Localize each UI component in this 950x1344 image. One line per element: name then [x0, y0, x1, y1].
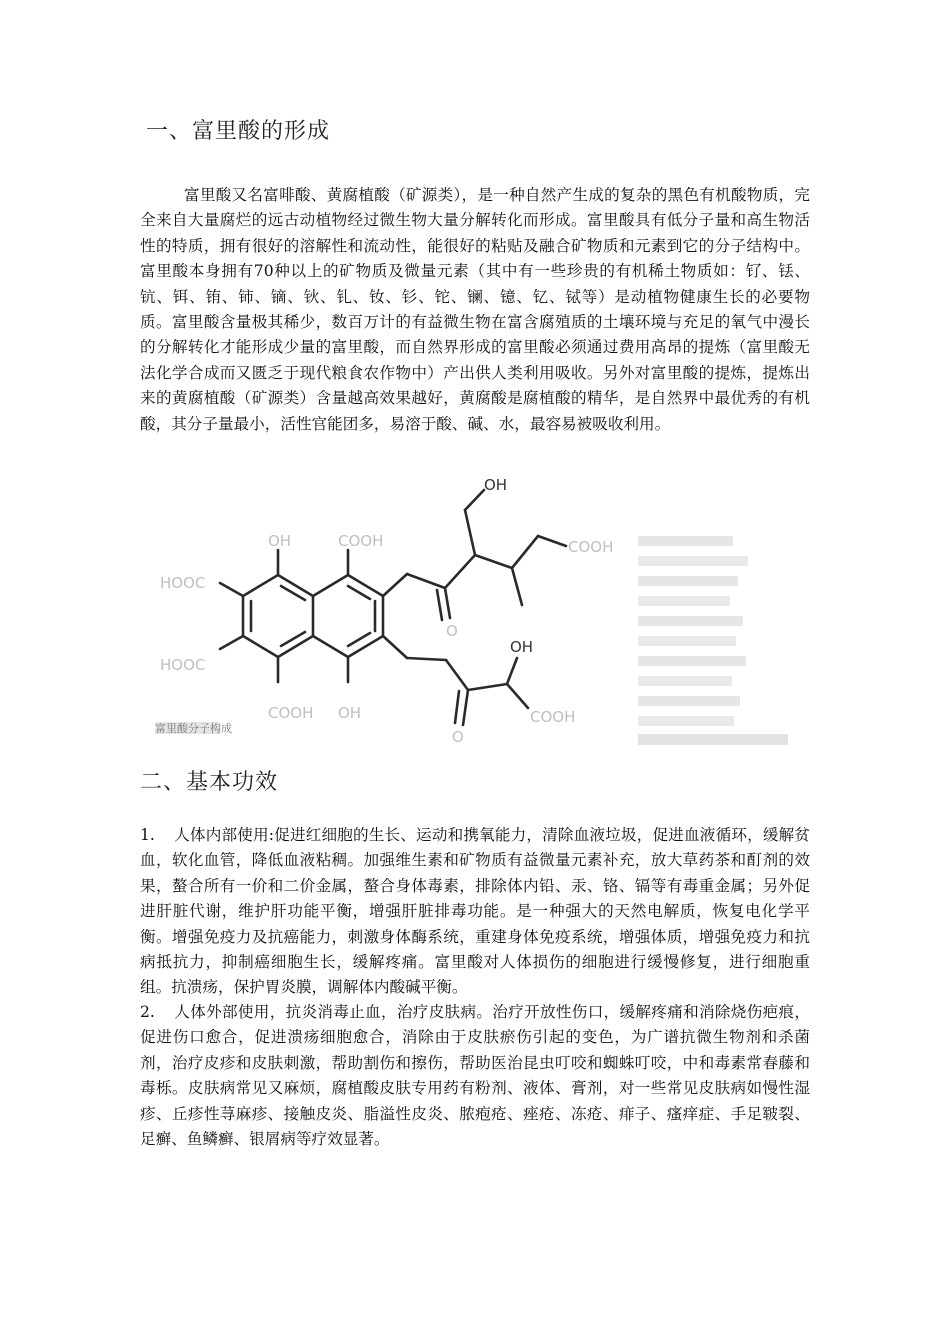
- label-oh-chain: OH: [484, 476, 508, 494]
- formation-paragraph: 富里酸又名富啡酸、黄腐植酸（矿源类），是一种自然产生成的复杂的黑色有机酸物质，完全来自大量腐烂的远古动植物经过微生物大量分解转化而形成。富里酸具有低分子量和高生物活性的特质，拥有很好的溶解性和流动性，能很好的粘贴及融合矿物质和元素到它的分子结构中。富里酸本身拥有70种以上的矿物质及微量元素（其中有一些珍贵的有机稀土物质如：钌、铥、钪、铒、铕、铈、镝、钬、钆、钕、钐、铊、镧、镱、钇、铽等）是动植物健康生长的必要物质。富里酸含量极其稀少，数百万计的有益微生物在富含腐殖质的土壤环境与充足的氧气中漫长的分解转化才能形成少量的富里酸，而自然界形成的富里酸必须通过费用高昂的提炼（富里酸无法化学合成而又匮乏于现代粮食农作物中）产出供人类利用吸收。另外对富里酸的提炼，提炼出来的黄腐植酸（矿源类）含量越高效果越好，黄腐酸是腐植酸的精华，是自然界中最优秀的有机酸，其分子量最小，活性官能团多，易溶于酸、碱、水，最容易被吸收利用。: [140, 186, 810, 433]
- function-item-1: [140, 823, 810, 1001]
- section-heading-formation: 一、富里酸的形成: [146, 119, 331, 144]
- label-o-mid: O: [446, 622, 458, 640]
- fulvic-acid-structure-diagram: [150, 470, 800, 750]
- label-oh-right: OH: [510, 638, 534, 656]
- function-item-2: [140, 1000, 810, 1152]
- label-cooh-low: COOH: [530, 708, 576, 726]
- item-text: 人体外部使用，抗炎消毒止血，治疗皮肤病。治疗开放性伤口，缓解疼痛和消除烧伤疤痕，促进伤口愈合，促进溃疡细胞愈合，消除由于皮肤瘀伤引起的变色，为广谱抗微生物剂和杀菌剂，治疗皮疹和皮肤刺激，帮助割伤和擦伤，帮助医治昆虫叮咬和蜘蛛叮咬，中和毒素常春藤和毒栎。皮肤病常见又麻烦，腐植酸皮肤专用药有粉剂、液体、膏剂，对一些常见皮肤病如慢性湿疹、丘疹性荨麻疹、接触皮炎、脂溢性皮炎、脓疱疮、痤疮、冻疮、痱子、瘙痒症、手足皲裂、足癣、鱼鳞癣、银屑病等疗效显著。: [140, 1003, 810, 1149]
- label-o-low: O: [452, 728, 464, 746]
- molecular-structure-figure: [150, 470, 800, 750]
- label-cooh-top: COOH: [338, 532, 384, 550]
- label-oh-bottom: OH: [338, 704, 362, 722]
- label-cooh-bottom: COOH: [268, 704, 314, 722]
- structure-bonds: [220, 490, 566, 725]
- blurred-legend-block: [638, 536, 788, 745]
- item-text: 人体内部使用:促进红细胞的生长、运动和携氧能力，清除血液垃圾，促进血液循环，缓解贫血，软化血管，降低血液粘稠。加强维生素和矿物质有益微量元素补充，放大草药茶和酊剂的效果，螯合所有一价和二价金属，螯合身体毒素，排除体内铅、汞、铬、镉等有毒重金属；另外促进肝脏代谢，维护肝功能平衡，增强肝脏排毒功能。是一种强大的天然电解质，恢复电化学平衡。增强免疫力及抗癌能力，刺激身体酶系统，重建身体免疫系统，增强体质，增强免疫力和抗病抵抗力，抑制癌细胞生长，缓解疼痛。富里酸对人体损伤的细胞进行缓慢修复，进行细胞重组。抗溃疡，保护胃炎膜，调解体内酸碱平衡。: [140, 826, 810, 997]
- label-oh-top: OH: [268, 532, 292, 550]
- label-hooc-left-2: HOOC: [160, 656, 206, 674]
- label-cooh-right: COOH: [568, 538, 614, 556]
- label-hooc-left-1: HOOC: [160, 574, 206, 592]
- item-number: 1.: [140, 826, 155, 844]
- figure-caption: 富里酸分子构成: [155, 722, 232, 735]
- item-number: 2.: [140, 1003, 155, 1021]
- section-heading-functions: 二、基本功效: [140, 770, 279, 795]
